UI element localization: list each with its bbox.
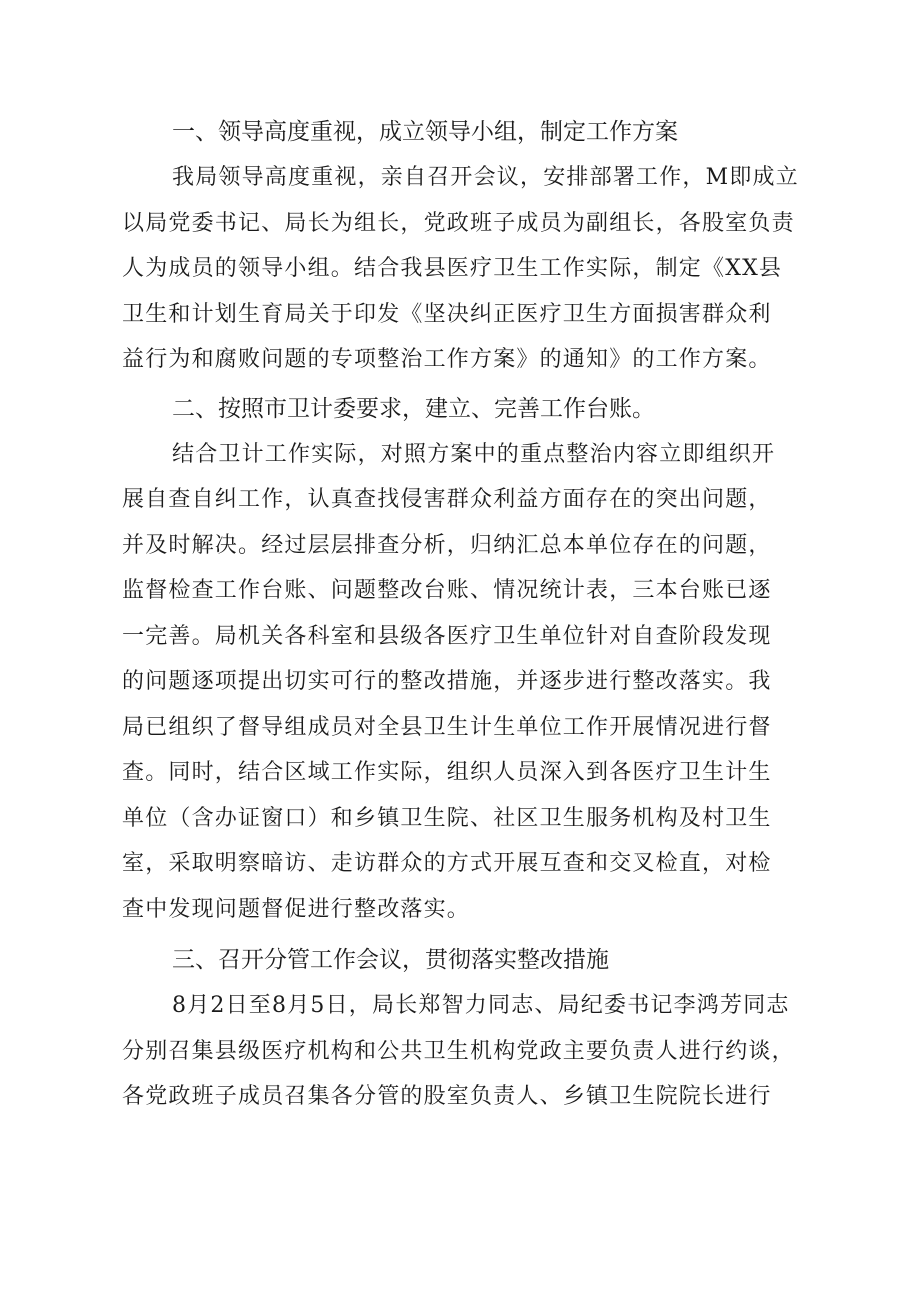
- paragraph-line: 查。同时，结合区域工作实际，组织人员深入到各医疗卫生计生: [122, 760, 772, 785]
- document-body: [122, 110, 812, 1120]
- section-2: [122, 387, 812, 933]
- paragraph-line: 查中发现问题督促进行整改落实。: [122, 896, 471, 922]
- paragraph-line: 我局领导高度重视，亲自召开会议，安排部署工作，M即成立: [172, 165, 799, 190]
- paragraph-line: 人为成员的领导小组。结合我县医疗卫生工作实际，制定《XX县: [122, 256, 783, 281]
- paragraph-line: 益行为和腐败问题的专项整治工作方案》的通知》的工作方案。: [122, 347, 772, 372]
- paragraph-line: 卫生和计划生育局关于印发《坚决纠正医疗卫生方面损害群众利: [122, 301, 772, 327]
- paragraph-line: 局已组织了督导组成员对全县卫生计生单位工作开展情况进行督: [122, 714, 772, 740]
- section-paragraph: [122, 983, 812, 1120]
- section-heading: 三、召开分管工作会议，贯彻落实整改措施: [172, 947, 609, 973]
- paragraph-line: 分别召集县级医疗机构和公共卫生机构党政主要负责人进行约谈，: [122, 1038, 795, 1064]
- section-paragraph: [122, 432, 812, 933]
- paragraph-line: 8月2日至8月5日，局长郑智力同志、局纪委书记李鸿芳同志: [172, 993, 790, 1018]
- paragraph-line: 结合卫计工作实际，对照方案中的重点整治内容立即组织开: [172, 441, 776, 467]
- paragraph-line: 监督检查工作台账、问题整改台账、情况统计表，三本台账已逐: [122, 578, 772, 603]
- paragraph-line: 室，采取明察暗访、走访群众的方式开展互查和交叉检直，对检: [122, 851, 772, 876]
- paragraph-line: 以局党委书记、局长为组长，党政班子成员为副组长，各股室负责: [122, 210, 795, 236]
- paragraph-line: 展自查自纠工作，认真查找侵害群众利益方面存在的突出问题，: [122, 487, 772, 512]
- paragraph-line: 各党政班子成员召集各分管的股室负责人、乡镇卫生院院长进行: [122, 1084, 772, 1109]
- paragraph-line: 一完善。局机关各科室和县级各医疗卫生单位针对自查阶段发现: [122, 623, 772, 649]
- section-heading: 二、按照市卫计委要求，建立、完善工作台账。: [172, 395, 655, 422]
- section-1: [122, 110, 812, 383]
- section-3: [122, 938, 812, 1120]
- paragraph-line: 并及时解决。经过层层排查分析，归纳汇总本单位存在的问题，: [122, 532, 772, 558]
- paragraph-line: 单位（含办证窗口）和乡镇卫生院、社区卫生服务机构及村卫生: [122, 805, 772, 831]
- section-paragraph: [122, 155, 812, 383]
- section-heading: 一、领导高度重视，成立领导小组，制定工作方案: [172, 119, 678, 145]
- paragraph-line: 的问题逐项提出切实可行的整改措施，并逐步进行整改落实。我: [122, 669, 772, 694]
